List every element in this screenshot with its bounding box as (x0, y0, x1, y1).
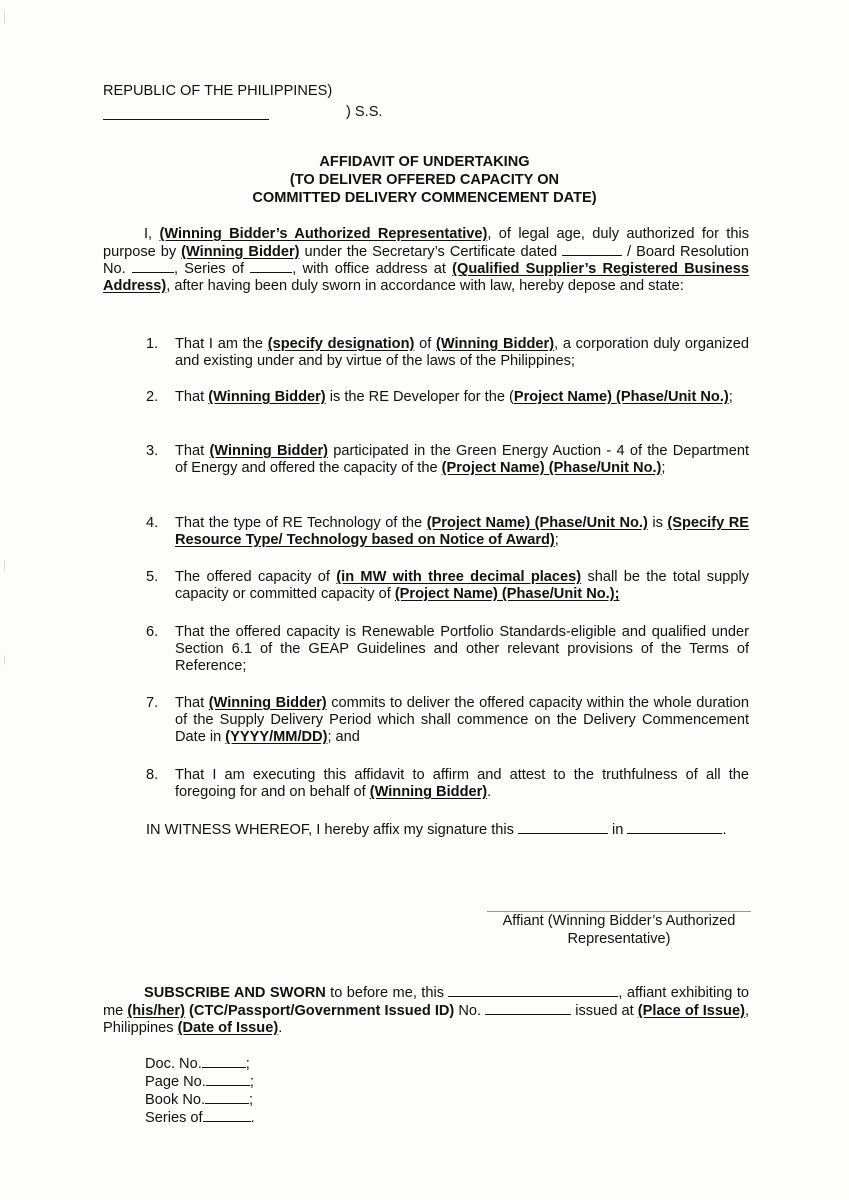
blank-jurat-date (448, 984, 618, 997)
blank-doc-no (202, 1055, 246, 1068)
item-number: 8. (146, 767, 159, 783)
notarial-page-no: Page No. ; (145, 1074, 254, 1090)
intro-text: , with office address at (292, 261, 453, 278)
notarial-doc-no: Doc. No. ; (145, 1056, 250, 1072)
affiant-label (487, 913, 751, 948)
item-number: 2. (146, 389, 159, 405)
item-number: 5. (146, 569, 159, 585)
scan-mark (4, 10, 5, 24)
blank-id-no (485, 1002, 571, 1015)
blank-series (250, 260, 292, 273)
jurat-paragraph: SUBSCRIBE AND SWORN to before me, this , affiant exhibiting to me (his/her) (CTC/Passport/Government Issued ID) No. issued at (Place of Issue), Philippines (Date of Issue). (103, 985, 749, 1036)
item-number: 6. (146, 624, 159, 640)
blank-series-year (203, 1109, 251, 1122)
item-text: That the type of RE Technology of the (Project Name) (Phase/Unit No.) is (Specify RE Resource Type/ Technology based on Notice of Award); (175, 515, 749, 548)
blank-page-no (206, 1073, 250, 1086)
blank-resolution-no (132, 260, 174, 273)
venue-republic: REPUBLIC OF THE PHILIPPINES) (103, 83, 333, 99)
intro-text: , of legal age, duly authorized for this purpose by (103, 226, 750, 260)
item-text: That I am executing this affidavit to affirm and attest to the truthfulness of all the foregoing for and on behalf of (Winning Bidder). (175, 767, 749, 800)
intro-paragraph (103, 226, 749, 294)
item-number: 4. (146, 515, 159, 531)
title-line-3: COMMITTED DELIVERY COMMENCEMENT DATE) (252, 190, 597, 206)
affiant-signature-line (487, 911, 751, 912)
venue-ss: ) S.S. (346, 104, 383, 120)
witness-clause: IN WITNESS WHEREOF, I hereby affix my signature this in . (146, 822, 727, 838)
intro-text: / Board Resolution No. (103, 243, 750, 278)
intro-text: I, (144, 226, 160, 242)
scan-mark (4, 560, 5, 572)
intro-text: , Series of (173, 261, 251, 278)
item-text: That (Winning Bidder) commits to deliver the offered capacity within the whole duration of the Supply Delivery Period which shall commence on the Delivery Commencement Date in (YYYY/MM/DD); and (175, 695, 750, 745)
title-line-2: (TO DELIVER OFFERED CAPACITY ON (289, 172, 560, 188)
placeholder-winning-bidder: (Winning Bidder) (181, 243, 300, 260)
item-number: 1. (146, 336, 159, 352)
item-text: That (Winning Bidder) is the RE Developer for the (Project Name) (Phase/Unit No.); (175, 389, 733, 405)
title-line-1: AFFIDAVIT OF UNDERTAKING (319, 154, 530, 170)
item-text: That I am the (specify designation) of (Winning Bidder), a corporation duly organized and existing under and by virtue of the laws of the Philippines; (175, 336, 750, 369)
scan-mark (4, 655, 5, 665)
placeholder-address: (Qualified Supplier’s Registered Business Address) (103, 261, 749, 294)
venue-blank-line (103, 119, 269, 120)
placeholder-representative: (Winning Bidder’s Authorized Representative) (159, 226, 488, 242)
intro-text: , after having been duly sworn in accordance with law, hereby depose and state: (166, 277, 684, 294)
affiant-label-line-1: Affiant (Winning Bidder’s Authorized (502, 913, 736, 929)
notarial-series: Series of . (145, 1110, 255, 1126)
blank-date (562, 243, 622, 256)
blank-book-no (205, 1091, 249, 1104)
item-number: 7. (146, 695, 159, 711)
blank-signature-date (518, 821, 608, 834)
intro-text: under the Secretary’s Certificate dated (299, 243, 563, 260)
affiant-label-line-2: Representative) (567, 930, 671, 947)
notarial-book-no: Book No. ; (145, 1092, 254, 1108)
item-text: That (Winning Bidder) participated in the Green Energy Auction - 4 of the Department of Energy and offered the capacity of the (Project Name) (Phase/Unit No.); (175, 443, 749, 476)
item-number: 3. (146, 443, 159, 459)
item-text: That the offered capacity is Renewable Portfolio Standards-eligible and qualified under Section 6.1 of the GEAP Guidelines and other relevant provisions of the Terms of Reference; (175, 624, 749, 674)
blank-signature-place (627, 821, 722, 834)
item-text: The offered capacity of (in MW with three decimal places) shall be the total supply capacity or committed capacity of (Project Name) (Phase/Unit No.); (175, 569, 749, 602)
